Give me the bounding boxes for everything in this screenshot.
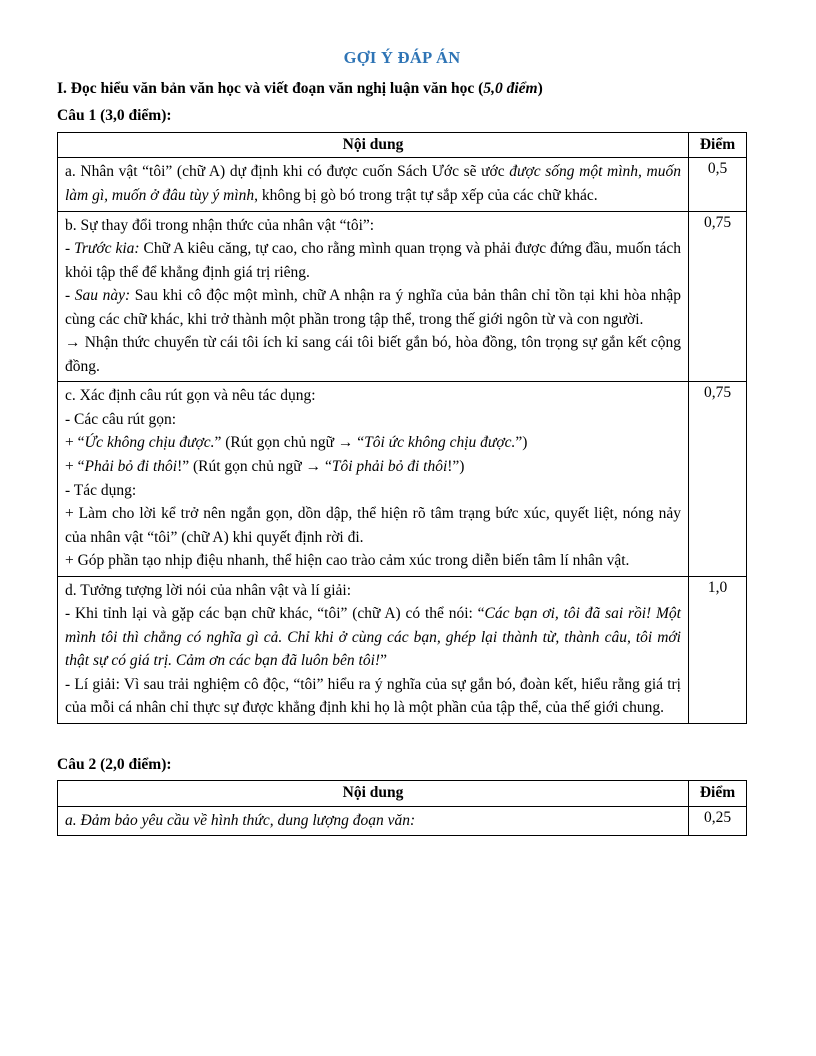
question-2-table (57, 780, 747, 836)
answer-line (65, 455, 681, 479)
text-segment: Sau khi cô độc một mình, chữ A nhận ra ý nghĩa của bản thân chỉ tồn tại khi hòa nhập cùng các chữ khác, khi trở thành một phần trong tập thể, trong thế giới ngôn từ và con người. (65, 287, 681, 328)
text-segment: được sống một mình, muốn làm gì, muốn ở đâu tùy ý mình (65, 163, 681, 204)
score-cell: 0,75 (689, 382, 747, 576)
text-segment: c. Xác định câu rút gọn và nêu tác dụng: (65, 387, 316, 405)
text-segment: Sau này: (74, 287, 131, 305)
answer-content-cell (58, 806, 689, 836)
score-cell: 0,75 (689, 211, 747, 382)
answer-row (58, 211, 747, 382)
answer-line (65, 579, 681, 603)
answer-line (65, 160, 681, 207)
text-segment: a. Đảm bảo yêu cầu về hình thức, dung lượng đoạn văn: (65, 811, 416, 829)
answer-line (65, 384, 681, 408)
text-segment: !”) (447, 457, 465, 475)
answer-line (65, 431, 681, 455)
answer-line (65, 479, 681, 503)
text-segment: ) (537, 80, 543, 97)
answer-line (65, 331, 681, 378)
text-segment: d. Tưởng tượng lời nói của nhân vật và lí giải: (65, 581, 352, 599)
text-segment: - Khi tỉnh lại và gặp các bạn chữ khác, “tôi” (chữ A) có thể nói: “ (65, 605, 485, 623)
score-column-header: Điểm (689, 132, 747, 157)
text-segment: + Làm cho lời kể trở nên ngắn gọn, dồn dập, thể hiện rõ tâm trạng bức xúc, quyết liệt, nóng nảy của nhân vật “tôi” (chữ A) khi quyết định rời đi. (65, 505, 681, 546)
score-cell: 1,0 (689, 576, 747, 723)
text-segment: Trước kia: (74, 240, 140, 258)
page-title: GỢI Ý ĐÁP ÁN (343, 48, 461, 67)
text-segment: + “ (65, 457, 85, 475)
text-segment: ”) (515, 434, 528, 452)
content-column-header: Nội dung (58, 132, 689, 157)
text-segment: ” (Rút gọn chủ ngữ → “ (214, 434, 365, 452)
text-segment: I. Đọc hiểu văn bản văn học và viết đoạn văn nghị luận văn học ( (57, 80, 484, 97)
answer-line (65, 237, 681, 284)
text-segment: ” (380, 652, 387, 670)
answer-line (65, 408, 681, 432)
text-segment: b. Sự thay đổi trong nhận thức của nhân vật “tôi”: (65, 216, 375, 234)
text-segment: a. Nhân vật “tôi” (chữ A) dự định khi có được cuốn Sách Ước sẽ ước (65, 163, 510, 181)
text-segment: - Tác dụng: (65, 481, 137, 499)
header-row (58, 781, 747, 806)
answer-content-cell (58, 158, 689, 211)
answer-line (65, 673, 681, 720)
text-segment: - Lí giải: Vì sau trải nghiệm cô độc, “tôi” hiểu ra ý nghĩa của sự gắn bó, đoàn kết, hiểu rằng giá trị của mỗi cá nhân chỉ thực sự được khẳng định khi họ là một phần của tập thể, của thế giới chung. (65, 675, 681, 717)
text-segment: - Các câu rút gọn: (65, 410, 177, 428)
question-1-caption: Câu 1 (3,0 điểm): (57, 107, 172, 125)
header-row (58, 132, 747, 157)
answer-line (65, 502, 681, 549)
score-column-header: Điểm (689, 781, 747, 806)
text-segment: 5,0 điểm (483, 80, 538, 97)
text-segment: + “ (65, 434, 85, 452)
text-segment: → Nhận thức chuyển từ cái tôi ích kỉ sang cái tôi biết gắn bó, hòa đồng, tôn trọng sự gắn kết cộng đồng. (65, 334, 681, 375)
section-heading (57, 78, 747, 100)
answer-line (65, 809, 681, 833)
answer-line (65, 284, 681, 331)
text-segment: Phải bỏ đi thôi (84, 457, 178, 475)
text-segment: + Góp phần tạo nhịp điệu nhanh, thể hiện cao trào cảm xúc trong diễn biến tâm lí nhân vật. (65, 552, 630, 570)
answer-row (58, 382, 747, 576)
score-cell: 0,25 (689, 806, 747, 836)
text-segment: Tôi ức không chịu được. (364, 434, 516, 452)
answer-content-cell (58, 576, 689, 723)
text-segment: !” (Rút gọn chủ ngữ → “ (177, 457, 332, 475)
answer-line (65, 549, 681, 573)
answer-row (58, 158, 747, 211)
answer-row (58, 576, 747, 723)
text-segment: Ức không chịu được. (84, 434, 215, 452)
text-segment: Các bạn ơi, tôi đã sai rồi! Một mình tôi thì chẳng có nghĩa gì cả. Chỉ khi ở cùng các bạn, ghép lại thành từ, thành câu, tôi mới thật sự có giá trị. Cảm ơn các bạn đã luôn bên tôi! (65, 605, 681, 670)
answer-row (58, 806, 747, 836)
answer-line (65, 214, 681, 238)
text-segment: Chữ A kiêu căng, tự cao, cho rằng mình quan trọng và phải được đứng đầu, muốn tách khỏi tập thể để khẳng định giá trị riêng. (65, 240, 681, 281)
answer-content-cell (58, 211, 689, 382)
text-segment: - (65, 287, 75, 305)
score-cell: 0,5 (689, 158, 747, 211)
text-segment: Tôi phải bỏ đi thôi (331, 457, 448, 475)
text-segment: - (65, 240, 75, 258)
answer-line (65, 602, 681, 673)
text-segment: , không bị gò bó trong trật tự sắp xếp của các chữ khác. (254, 186, 598, 204)
content-column-header: Nội dung (58, 781, 689, 806)
answer-content-cell (58, 382, 689, 576)
question-2-caption: Câu 2 (2,0 điểm): (57, 755, 172, 773)
question-1-table (57, 132, 747, 724)
